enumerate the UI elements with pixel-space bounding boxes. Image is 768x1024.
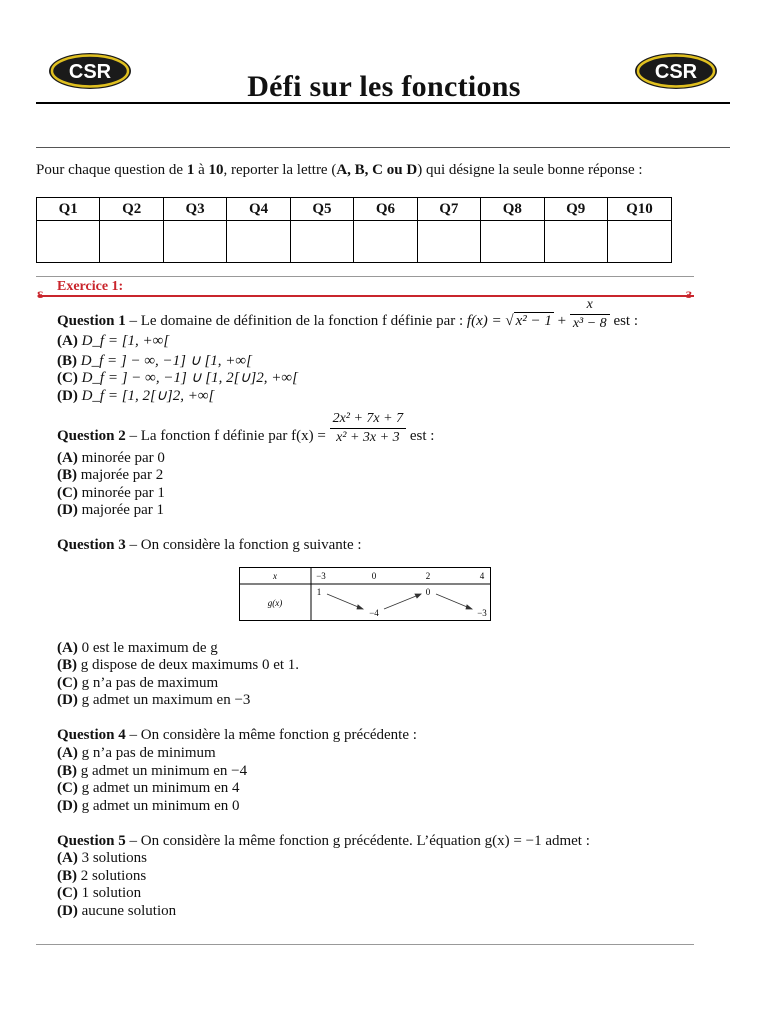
answer-header: Q1: [37, 198, 100, 221]
answer-header: Q9: [544, 198, 607, 221]
question-4: Question 4 – On considère la même fonction g précédente :: [57, 727, 417, 743]
option: (B) D_f = ] − ∞, −1] ∪ [1, +∞[: [57, 353, 252, 369]
exercise-label: Exercice 1:: [57, 279, 124, 294]
option: (C) g n’a pas de maximum: [57, 675, 219, 691]
answer-cell[interactable]: [417, 221, 480, 263]
answer-table: [36, 197, 672, 263]
answer-cell[interactable]: [607, 221, 671, 263]
answer-cell[interactable]: [354, 221, 417, 263]
arrow-head: [357, 605, 363, 609]
fraction: $\frac{\text{2x² + 7x + 7}}{\text{x² + 3x + 3}}$: [330, 410, 407, 447]
fraction: $\frac{x}{\text{x³ − 8}}$: [570, 296, 610, 333]
x-value: 0: [371, 571, 377, 581]
option: (C) D_f = ] − ∞, −1] ∪ [1, 2[∪]2, +∞[: [57, 370, 298, 386]
title-rule: [36, 102, 730, 104]
question-5: Question 5 – On considère la même fonction g précédente. L’équation g(x) = −1 admet :: [57, 833, 590, 849]
option: (B) 2 solutions: [57, 868, 147, 884]
option: (C) minorée par 1: [57, 485, 165, 501]
answer-header: Q8: [481, 198, 544, 221]
x-label: x: [273, 571, 277, 581]
answer-cell[interactable]: [481, 221, 544, 263]
answer-cell[interactable]: [163, 221, 226, 263]
option: (D) aucune solution: [57, 903, 177, 919]
svg-text:CSR: CSR: [68, 61, 112, 83]
option: (C) 1 solution: [57, 885, 142, 901]
option: (B) g admet un minimum en −4: [57, 763, 248, 779]
g-value: −4: [369, 608, 379, 618]
answer-header: Q4: [227, 198, 290, 221]
x-value: 4: [479, 571, 485, 581]
option: (A) 0 est le maximum de g: [57, 640, 218, 656]
answer-header: Q3: [163, 198, 226, 221]
variation-table: [239, 567, 491, 621]
answer-header: Q6: [354, 198, 417, 221]
ornament-right: ɜ: [686, 287, 692, 302]
answer-cell[interactable]: [290, 221, 353, 263]
answer-cell[interactable]: [37, 221, 100, 263]
question-1: Question 1 – Le domaine de définition de la fonction f définie par : f(x) = √ x² − 1 + $\frac{x}{\text{x³ − 8}}$ est :: [57, 297, 639, 331]
divider: [36, 276, 694, 277]
arrow-head: [466, 605, 472, 609]
answer-header: Q7: [417, 198, 480, 221]
divider: [36, 944, 694, 945]
g-value: −3: [477, 608, 487, 618]
option: (D) majorée par 1: [57, 502, 165, 518]
option: (D) g admet un minimum en 0: [57, 798, 240, 814]
option: (A) minorée par 0: [57, 450, 165, 466]
increasing-arrow: [384, 594, 421, 609]
g-value: 0: [425, 587, 431, 597]
answer-header: Q5: [290, 198, 353, 221]
x-value: −3: [316, 571, 326, 581]
option: (B) majorée par 2: [57, 467, 164, 483]
answer-header: Q10: [607, 198, 671, 221]
divider: [36, 147, 730, 148]
g-value: 1: [316, 587, 322, 597]
option: (D) D_f = [1, 2[∪]2, +∞[: [57, 388, 215, 404]
answer-cell[interactable]: [100, 221, 163, 263]
answer-header: Q2: [100, 198, 163, 221]
option: (A) 3 solutions: [57, 850, 148, 866]
svg-text:CSR: CSR: [654, 61, 698, 83]
answer-cell[interactable]: [227, 221, 290, 263]
instructions: Pour chaque question de 1 à 10, reporter la lettre (A, B, C ou D) qui désigne la seule bonne réponse :: [36, 162, 643, 178]
option: (A) D_f = [1, +∞[: [57, 333, 170, 349]
option: (B) g dispose de deux maximums 0 et 1.: [57, 657, 300, 673]
option: (A) g n’a pas de minimum: [57, 745, 216, 761]
question-2: Question 2 – La fonction f définie par f(x) = $\frac{\text{2x² + 7x + 7}}{\text{x² + 3x + 3}}$ est :: [57, 411, 435, 445]
arrow-head: [415, 594, 421, 598]
option: (D) g admet un maximum en −3: [57, 692, 251, 708]
question-3: Question 3 – On considère la fonction g suivante :: [57, 537, 362, 553]
x-value: 2: [425, 571, 431, 581]
g-label: g(x): [267, 598, 283, 608]
answer-cell[interactable]: [544, 221, 607, 263]
option: (C) g admet un minimum en 4: [57, 780, 240, 796]
page-title: Défi sur les fonctions: [247, 70, 521, 103]
ornament-left: ɛ: [37, 287, 43, 302]
